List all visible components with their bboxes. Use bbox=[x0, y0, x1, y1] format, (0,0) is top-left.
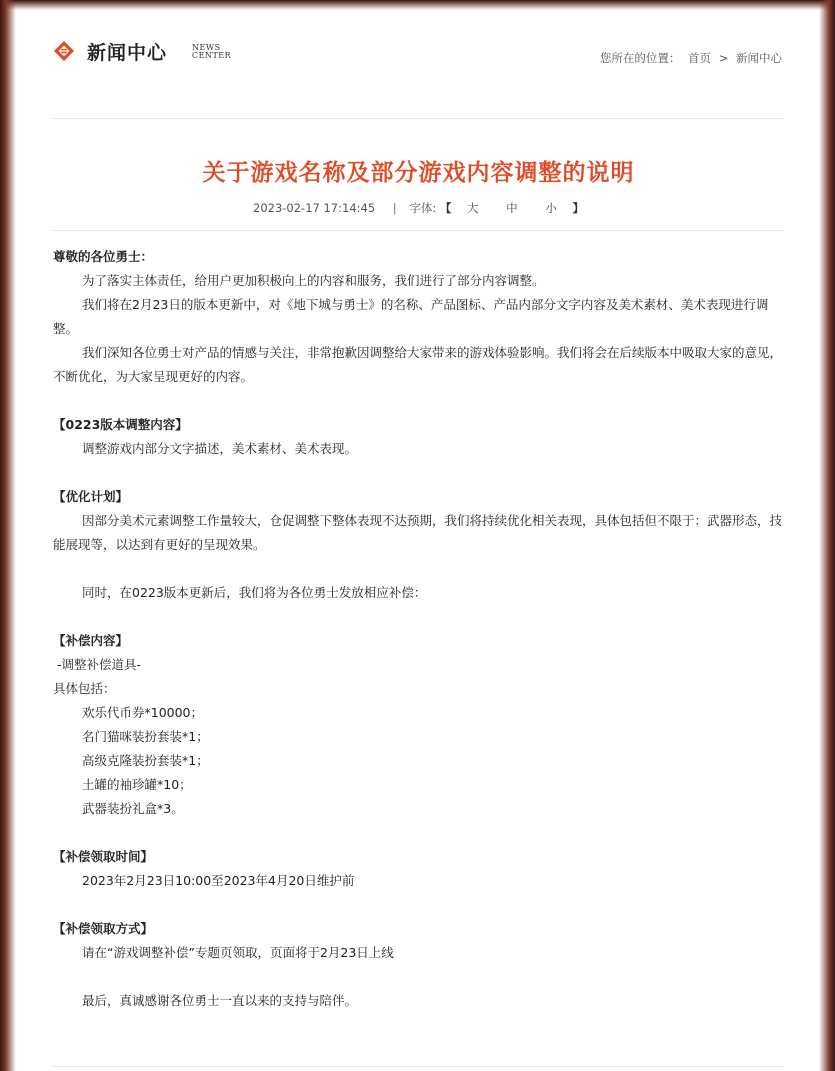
list-item: 土罐的袖珍罐*10； bbox=[82, 777, 192, 792]
news-page bbox=[53, 0, 784, 1013]
spacer bbox=[53, 965, 784, 989]
paragraph: 调整游戏内部分文字描述，美术素材、美术表现。 bbox=[82, 441, 358, 456]
section-heading-method: 【补偿领取方式】 bbox=[53, 921, 154, 936]
paragraph: 请在“游戏调整补偿”专题页领取，页面将于2月23日上线 bbox=[82, 945, 394, 960]
font-size-label: 字体: bbox=[409, 201, 437, 215]
paragraph: 我们将在2月23日的版本更新中，对《地下城与勇士》的名称、产品图标、产品内部分文字内容及美术素材、美术表现进行调整。 bbox=[53, 297, 769, 336]
section-heading-time: 【补偿领取时间】 bbox=[53, 849, 154, 864]
footer-divider bbox=[53, 1066, 784, 1067]
paragraph: 为了落实主体责任，给用户更加积极向上的内容和服务，我们进行了部分内容调整。 bbox=[82, 273, 545, 288]
spacer bbox=[53, 557, 784, 581]
article-meta bbox=[53, 200, 784, 231]
paragraph: 2023年2月23日10:00至2023年4月20日维护前 bbox=[82, 873, 355, 888]
section-subtitle-line2: CENTER bbox=[192, 51, 232, 60]
list-item: 武器装扮礼盒*3。 bbox=[82, 801, 184, 816]
section-title: 新闻中心 bbox=[87, 42, 168, 64]
breadcrumb-home-link[interactable]: 首页 bbox=[688, 51, 712, 65]
right-edge-decoration bbox=[819, 0, 835, 1071]
spacer bbox=[53, 461, 784, 485]
spacer bbox=[53, 605, 784, 629]
section-heading-version: 【0223版本调整内容】 bbox=[53, 417, 188, 432]
section-subtitle bbox=[192, 44, 231, 60]
left-edge-decoration bbox=[0, 0, 16, 1071]
spacer bbox=[53, 821, 784, 845]
news-logo-icon bbox=[53, 40, 75, 62]
greeting: 尊敬的各位勇士： bbox=[53, 249, 154, 264]
breadcrumb bbox=[598, 50, 784, 66]
breadcrumb-prefix: 您所在的位置： bbox=[599, 51, 681, 65]
closing-paragraph: 最后，真诚感谢各位勇士一直以来的支持与陪伴。 bbox=[82, 993, 358, 1008]
article-body bbox=[53, 245, 784, 1013]
section-heading-plan: 【优化计划】 bbox=[53, 489, 129, 504]
list-item: 名门猫咪装扮套装*1； bbox=[82, 729, 209, 744]
font-size-large-button[interactable]: 大 bbox=[467, 201, 479, 215]
font-bracket-close: 】 bbox=[572, 201, 584, 215]
paragraph: 我们深知各位勇士对产品的情感与关注，非常抱歉因调整给大家带来的游戏体验影响。我们将会在后续版本中吸取大家的意见，不断优化，为大家呈现更好的内容。 bbox=[53, 345, 783, 384]
section-heading-compensation: 【补偿内容】 bbox=[53, 633, 129, 648]
spacer bbox=[53, 893, 784, 917]
breadcrumb-separator: > bbox=[718, 51, 729, 65]
section-subtitle-line1: NEWS bbox=[192, 43, 221, 52]
section-header bbox=[53, 0, 784, 119]
article-title: 关于游戏名称及部分游戏内容调整的说明 bbox=[202, 160, 635, 186]
list-item: 欢乐代币券*10000； bbox=[82, 705, 204, 720]
breadcrumb-current-link[interactable]: 新闻中心 bbox=[736, 51, 782, 65]
font-size-small-button[interactable]: 小 bbox=[545, 201, 557, 215]
compensation-subtitle: -调整补偿道具- bbox=[53, 657, 141, 672]
paragraph: 同时，在0223版本更新后，我们将为各位勇士发放相应补偿： bbox=[82, 585, 427, 600]
font-size-medium-button[interactable]: 中 bbox=[506, 201, 518, 215]
compensation-includes: 具体包括： bbox=[53, 681, 116, 696]
meta-separator: | bbox=[392, 201, 397, 215]
article-datetime: 2023-02-17 17:14:45 bbox=[253, 201, 376, 215]
font-bracket-open: 【 bbox=[439, 201, 452, 215]
paragraph: 因部分美术元素调整工作量较大，仓促调整下整体表现不达预期，我们将持续优化相关表现，具体包括但不限于：武器形态，技能展现等，以达到有更好的呈现效果。 bbox=[53, 513, 783, 552]
spacer bbox=[53, 389, 784, 413]
list-item: 高级克隆装扮套装*1； bbox=[82, 753, 209, 768]
